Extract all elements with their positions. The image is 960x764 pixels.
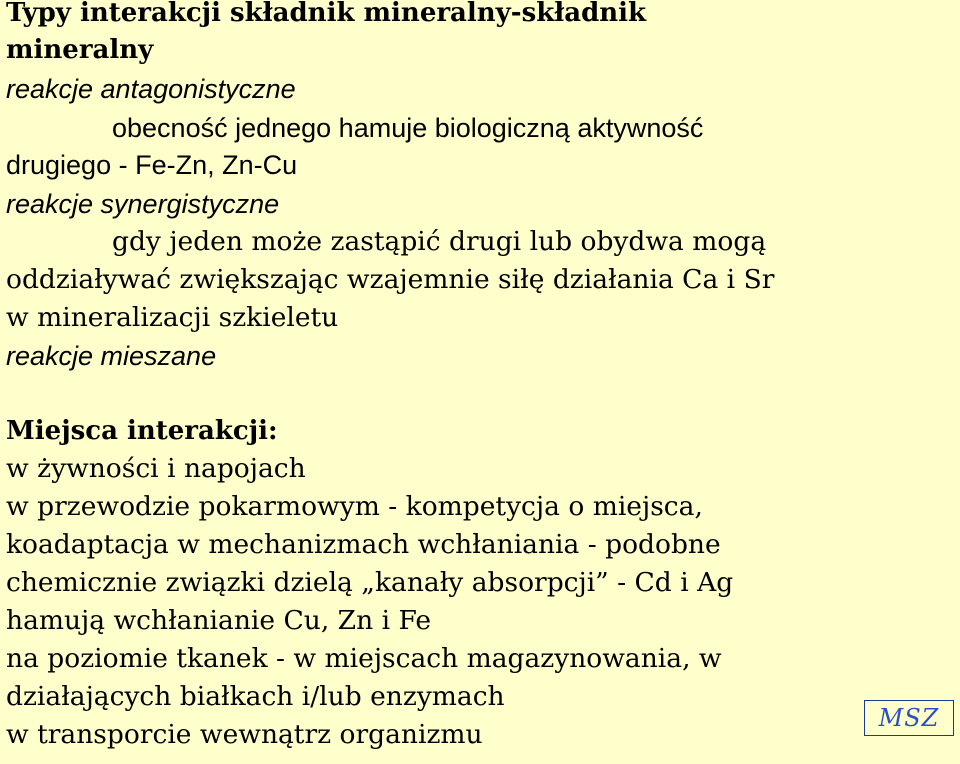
slide [6, 0, 956, 764]
places-line: koadaptacja w mechanizmach wchłaniania - podobne [6, 529, 721, 560]
synergistic-description-line-3: w mineralizacji szkieletu [6, 302, 339, 333]
mixed-title: reakcje mieszane [6, 341, 217, 371]
places-line: na poziomie tkanek - w miejscach magazynowania, w [6, 643, 722, 674]
msz-logo [864, 700, 954, 736]
places-line: hamują wchłanianie Cu, Zn i Fe [6, 605, 432, 636]
slide-title-line-1: Typy interakcji składnik mineralny-składnik [6, 0, 647, 28]
slide-title-line-2: mineralny [6, 35, 154, 65]
antagonistic-description-line-1: obecność jednego hamuje biologiczną aktywność [112, 113, 704, 143]
synergistic-title: reakcje synergistyczne [6, 189, 280, 219]
synergistic-description-line-2: oddziaływać zwiększając wzajemnie siłę działania Ca i Sr [6, 264, 775, 295]
places-line: w żywności i napojach [6, 453, 306, 484]
places-line: chemicznie związki dzielą „kanały absorpcji” - Cd i Ag [6, 567, 734, 598]
antagonistic-title: reakcje antagonistyczne [6, 74, 296, 104]
places-title: Miejsca interakcji: [6, 416, 278, 446]
antagonistic-description-line-2: drugiego - Fe-Zn, Zn-Cu [6, 150, 298, 180]
msz-logo-text: MSZ [878, 704, 940, 732]
places-line: w transporcie wewnątrz organizmu [6, 719, 483, 750]
places-line: w przewodzie pokarmowym - kompetycja o miejsca, [6, 491, 703, 522]
places-line: działających białkach i/lub enzymach [6, 681, 505, 712]
synergistic-description-line-1: gdy jeden może zastąpić drugi lub obydwa mogą [112, 226, 767, 257]
